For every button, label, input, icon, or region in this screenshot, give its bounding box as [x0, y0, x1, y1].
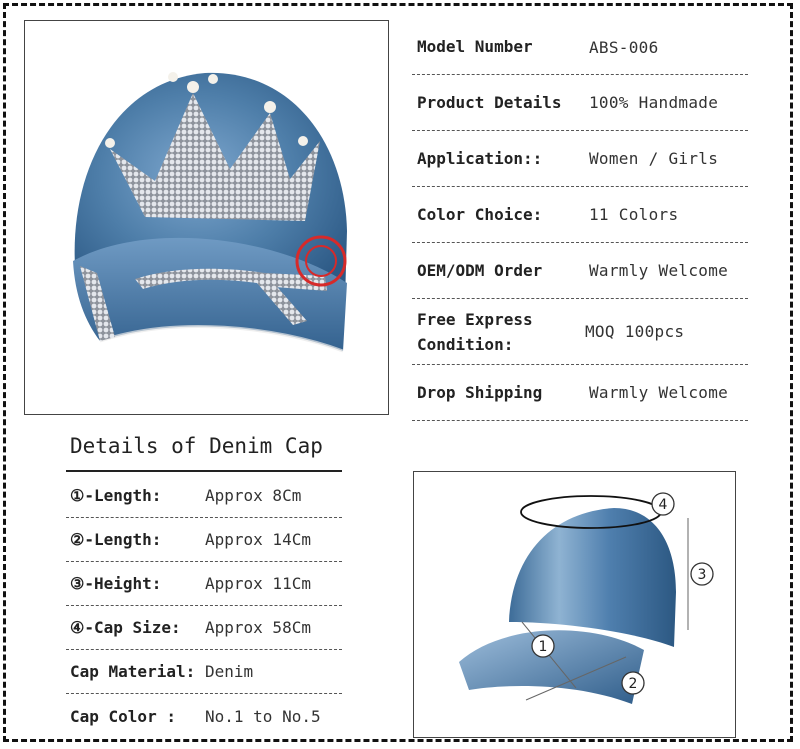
spec-row-model-number	[412, 20, 748, 75]
spec-row-free-express	[412, 299, 748, 365]
details-value: No.1 to No.5	[205, 706, 321, 726]
spec-value: MOQ 100pcs	[585, 322, 685, 341]
spec-value: Warmly Welcome	[589, 383, 729, 402]
spec-label: Model Number	[417, 37, 533, 56]
details-label: ③-Height:	[70, 574, 162, 593]
details-row-cap-size	[66, 606, 342, 650]
product-photo	[24, 20, 389, 415]
marker-4-label: 4	[658, 497, 668, 513]
spec-table	[412, 20, 748, 421]
details-label: Cap Material:	[70, 662, 196, 681]
details-row-length-1	[66, 474, 342, 518]
details-label: ④-Cap Size:	[70, 618, 181, 637]
details-value: Approx 14Cm	[205, 530, 311, 549]
details-table	[66, 474, 342, 738]
details-row-height	[66, 562, 342, 606]
spec-value: Warmly Welcome	[589, 261, 729, 280]
details-label: ①-Length:	[70, 486, 162, 505]
marker-2	[622, 672, 644, 694]
measurement-diagram	[413, 471, 736, 738]
details-value: Approx 8Cm	[205, 486, 302, 505]
spec-value: ABS-006	[589, 37, 659, 57]
details-row-cap-material	[66, 650, 342, 694]
spec-label: OEM/ODM Order	[417, 260, 543, 280]
spec-label: Drop Shipping	[417, 382, 543, 402]
spec-label: Free Express Condition:	[417, 309, 533, 354]
details-value: Approx 11Cm	[205, 574, 311, 593]
marker-1-label: 1	[538, 639, 548, 655]
spec-value: 11 Colors	[589, 205, 679, 224]
details-title: Details of Denim Cap	[66, 428, 342, 472]
spec-row-application	[412, 131, 748, 187]
cap-measurement-image	[414, 472, 735, 737]
marker-3-label: 3	[697, 567, 707, 583]
spec-row-oem-odm-order	[412, 243, 748, 299]
spec-row-product-details	[412, 75, 748, 131]
spec-value: 100% Handmade	[589, 93, 719, 112]
details-label: ②-Length:	[70, 530, 162, 549]
spec-value: Women / Girls	[589, 149, 719, 168]
rhinestone-crown-cap-image	[25, 21, 388, 414]
marker-4	[652, 493, 674, 515]
marker-3	[691, 563, 713, 585]
marker-2-label: 2	[628, 676, 638, 692]
details-label: Cap Color :	[70, 706, 176, 726]
details-value: Denim	[205, 662, 254, 681]
spec-row-drop-shipping	[412, 365, 748, 421]
spec-label: Product Details	[417, 92, 562, 112]
details-row-cap-color	[66, 694, 342, 738]
spec-row-color-choice	[412, 187, 748, 243]
spec-label: Color Choice:	[417, 204, 543, 224]
spec-label: Application::	[417, 148, 543, 168]
marker-1	[532, 635, 554, 657]
details-row-length-2	[66, 518, 342, 562]
details-value: Approx 58Cm	[205, 618, 311, 637]
